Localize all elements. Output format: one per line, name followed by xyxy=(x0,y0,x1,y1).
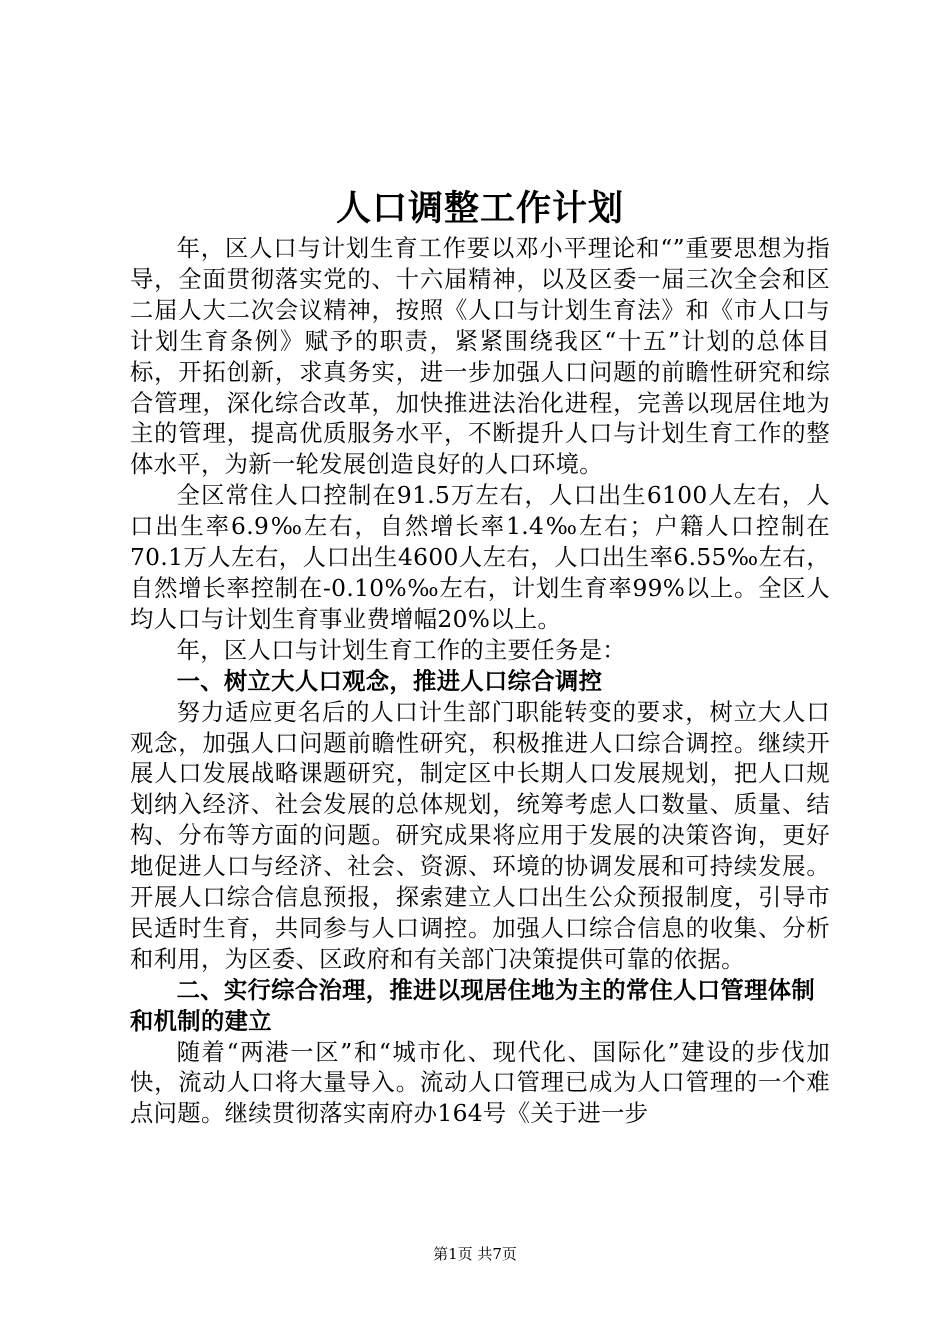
page-footer: 第1页 共7页 xyxy=(433,1245,517,1263)
section-heading-1: 一、树立大人口观念，推进人口综合调控 xyxy=(176,667,603,695)
paragraph-section-1: 努力适应更名后的人口计生部门职能转变的要求，树立大人口观念，加强人口问题前瞻性研究，积极推进人口综合调控。继续开展人口发展战略课题研究，制定区中长期人口发展规划，把人口规划纳入经济、社会发展的总体规划，统筹考虑人口数量、质量、结构、分布等方面的问题。研究成果将应用于发展的决策咨询，更好地促进人口与经济、社会、资源、环境的协调发展和可持续发展。开展人口综合信息预报，探索建立人口出生公众预报制度，引导市民适时生育，共同参与人口调控。加强人口综合信息的收集、分析和利用，为区委、区政府和有关部门决策提供可靠的依据。 xyxy=(130,698,830,973)
section-heading-2: 二、实行综合治理，推进以现居住地为主的常住人口管理体制和机制的建立 xyxy=(130,976,816,1035)
paragraph-intro: 年，区人口与计划生育工作要以邓小平理论和“”重要思想为指导，全面贯彻落实党的、十六届精神，以及区委一届三次全会和区二届人大二次会议精神，按照《人口与计划生育法》和《市人口与计划生育条例》赋予的职责，紧紧围绕我区“十五”计划的总体目标，开拓创新，求真务实，进一步加强人口问题的前瞻性研究和综合管理，深化综合改革，加快推进法治化进程，完善以现居住地为主的管理，提高优质服务水平，不断提升人口与计划生育工作的整体水平，为新一轮发展创造良好的人口环境。 xyxy=(130,235,830,479)
document-page xyxy=(130,186,830,1130)
document-title: 人口调整工作计划 xyxy=(335,188,624,229)
paragraph-section-2: 随着“两港一区”和“城市化、现代化、国际化”建设的步伐加快，流动人口将大量导入。流动人口管理已成为人口管理的一个难点问题。继续贯彻落实南府办164号《关于进一步 xyxy=(130,1038,830,1128)
paragraph-targets: 全区常住人口控制在91.5万左右，人口出生6100人左右，人口出生率6.9‰左右，自然增长率1.4‰左右；户籍人口控制在70.1万人左右，人口出生4600人左右，人口出生率6.55‰左右，自然增长率控制在-0.10%‰左右，计划生育率99%以上。全区人均人口与计划生育事业费增幅20%以上。 xyxy=(130,482,830,633)
paragraph-tasks-intro: 年，区人口与计划生育工作的主要任务是： xyxy=(176,636,626,664)
